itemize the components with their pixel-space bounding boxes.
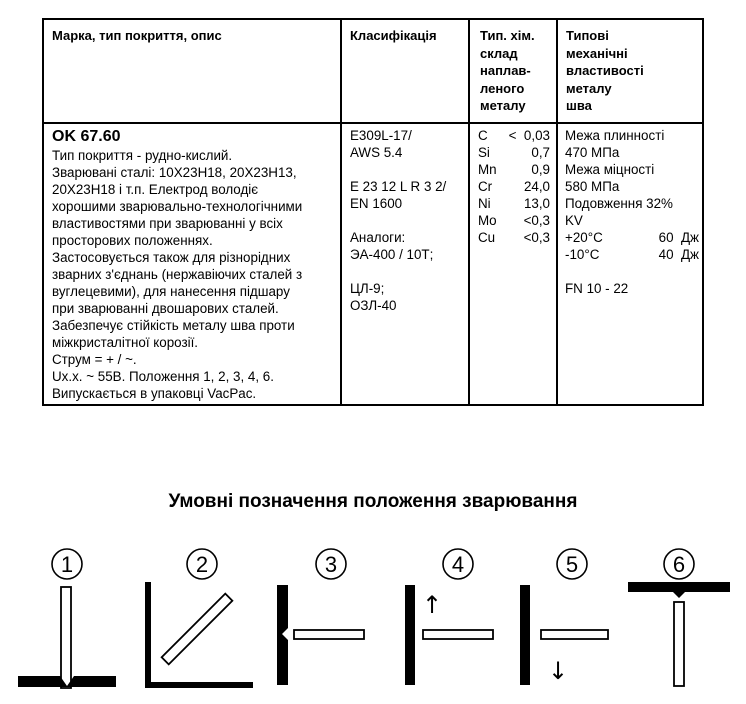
impact-energy-row — [565, 229, 699, 246]
chemistry-row — [478, 178, 550, 195]
position-6-overhead-icon — [628, 549, 730, 686]
mechanical-cell — [565, 127, 699, 297]
classification-cell — [350, 127, 466, 314]
header-line: Типові — [566, 28, 609, 43]
header-line: властивості — [566, 63, 644, 78]
classification-line: E309L-17/ — [350, 128, 412, 143]
description-line: зварних з'єднань (нержавіючих сталей з — [52, 267, 303, 282]
welding-positions-title: Умовні позначення положення зварювання — [168, 491, 578, 512]
description-line: вуглецевими), для нанесення підшару — [52, 284, 290, 299]
chemistry-row — [478, 161, 550, 178]
description-line: Застосовується також для різнорідних — [52, 250, 291, 265]
header-line: металу — [566, 80, 612, 96]
yield-strength-value: 470 МПа — [565, 145, 620, 160]
position-number: 6 — [672, 552, 686, 577]
position-1-flat-icon — [18, 549, 116, 688]
header-line: металу — [480, 98, 526, 113]
test-temperature: -10°С — [565, 247, 600, 262]
element-symbol: Mo — [478, 213, 497, 228]
element-value: 24,0 — [523, 179, 550, 194]
description-line: хорошими зварювально-технологічними — [52, 199, 303, 214]
table-divider — [468, 20, 470, 404]
product-description-cell — [52, 127, 338, 402]
yield-strength-label: Межа плинності — [565, 128, 665, 143]
header-brand-description: Марка, тип покриття, опис — [52, 28, 222, 43]
header-line: наплав- — [480, 63, 531, 78]
chemistry-cell — [478, 127, 550, 246]
header-line: механічні — [566, 45, 628, 61]
element-symbol: Ni — [478, 196, 491, 211]
impact-energy-value: 40 Дж — [658, 247, 699, 262]
header-line: Тип. хім. — [480, 28, 535, 43]
chemistry-row — [478, 127, 550, 144]
element-value: 13,0 — [523, 196, 550, 211]
description-line: просторових положеннях. — [52, 233, 213, 248]
chemistry-row — [478, 195, 550, 212]
table-divider — [340, 20, 342, 404]
element-value: < 0,03 — [508, 128, 550, 143]
header-divider — [44, 122, 702, 124]
impact-energy-value: 60 Дж — [658, 230, 699, 245]
impact-energy-rows — [565, 229, 699, 263]
element-value: 0,7 — [531, 145, 550, 160]
position-number: 1 — [60, 552, 74, 577]
classification-line: AWS 5.4 — [350, 145, 403, 160]
chemistry-row — [478, 229, 550, 246]
header-line: склад — [480, 45, 518, 61]
description-line: Зварювані сталі: 10Х23Н18, 20Х23Н13, — [52, 165, 297, 180]
position-5-vertical-down-icon — [520, 549, 608, 685]
chemistry-row — [478, 144, 550, 161]
ferrite-number: FN 10 - 22 — [565, 281, 629, 296]
welding-positions-diagram — [0, 530, 746, 704]
position-2-inclined-icon — [148, 549, 253, 685]
tensile-strength-label: Межа міцності — [565, 162, 655, 177]
position-3-horizontal-icon — [277, 549, 364, 685]
classification-line — [350, 161, 466, 178]
product-description — [52, 147, 338, 402]
test-temperature: +20°С — [565, 230, 603, 245]
header-chemical-composition — [480, 27, 535, 115]
header-line: леного — [480, 80, 525, 96]
description-line: Випускається в упаковці VacPac. — [52, 386, 257, 401]
product-name: OK 67.60 — [52, 128, 121, 145]
arrow-up-icon: ↑ — [421, 591, 443, 619]
tensile-strength-value: 580 МПа — [565, 179, 620, 194]
impact-energy-row — [565, 246, 699, 263]
classification-line: Аналоги: — [350, 230, 406, 245]
element-symbol: Cr — [478, 179, 493, 194]
element-value: 0,9 — [531, 162, 550, 177]
element-value: <0,3 — [523, 213, 550, 228]
classification-line: EN 1600 — [350, 196, 403, 211]
description-line: Струм = + / ~. — [52, 352, 137, 367]
position-number: 2 — [195, 552, 209, 577]
kv-label: KV — [565, 213, 583, 228]
classification-line: ОЗЛ-40 — [350, 298, 397, 313]
element-value: <0,3 — [523, 230, 550, 245]
element-symbol: Cu — [478, 230, 496, 245]
classification-line: E 23 12 L R 3 2/ — [350, 179, 447, 194]
position-number: 3 — [324, 552, 338, 577]
header-line: шва — [566, 98, 592, 113]
element-symbol: Mn — [478, 162, 497, 177]
description-line: 20Х23Н18 і т.п. Електрод володіє — [52, 182, 259, 197]
table-divider — [556, 20, 558, 404]
position-number: 4 — [451, 552, 465, 577]
classification-line — [350, 263, 466, 280]
position-4-vertical-up-icon — [405, 549, 493, 685]
classification-line: ЭА-400 / 10Т; — [350, 247, 434, 262]
classification-line — [350, 212, 466, 229]
element-symbol: C — [478, 128, 488, 143]
description-line: міжкристалітної корозії. — [52, 335, 199, 350]
header-classification: Класифікація — [350, 28, 437, 43]
elongation: Подовження 32% — [565, 196, 673, 211]
chemistry-row — [478, 212, 550, 229]
element-symbol: Si — [478, 145, 490, 160]
description-line: властивостями при зварюванні у всіх — [52, 216, 283, 231]
description-line: при зварюванні двошарових сталей. — [52, 301, 279, 316]
arrow-down-icon: ↓ — [547, 657, 569, 685]
position-number: 5 — [565, 552, 579, 577]
classification-line: ЦЛ-9; — [350, 281, 385, 296]
description-line: Uх.х. ~ 55В. Положення 1, 2, 3, 4, 6. — [52, 369, 274, 384]
header-mechanical-properties — [566, 27, 644, 115]
description-line: Тип покриття - рудно-кислий. — [52, 148, 233, 163]
electrode-spec-table — [42, 18, 704, 406]
description-line: Забезпечує стійкість металу шва проти — [52, 318, 295, 333]
